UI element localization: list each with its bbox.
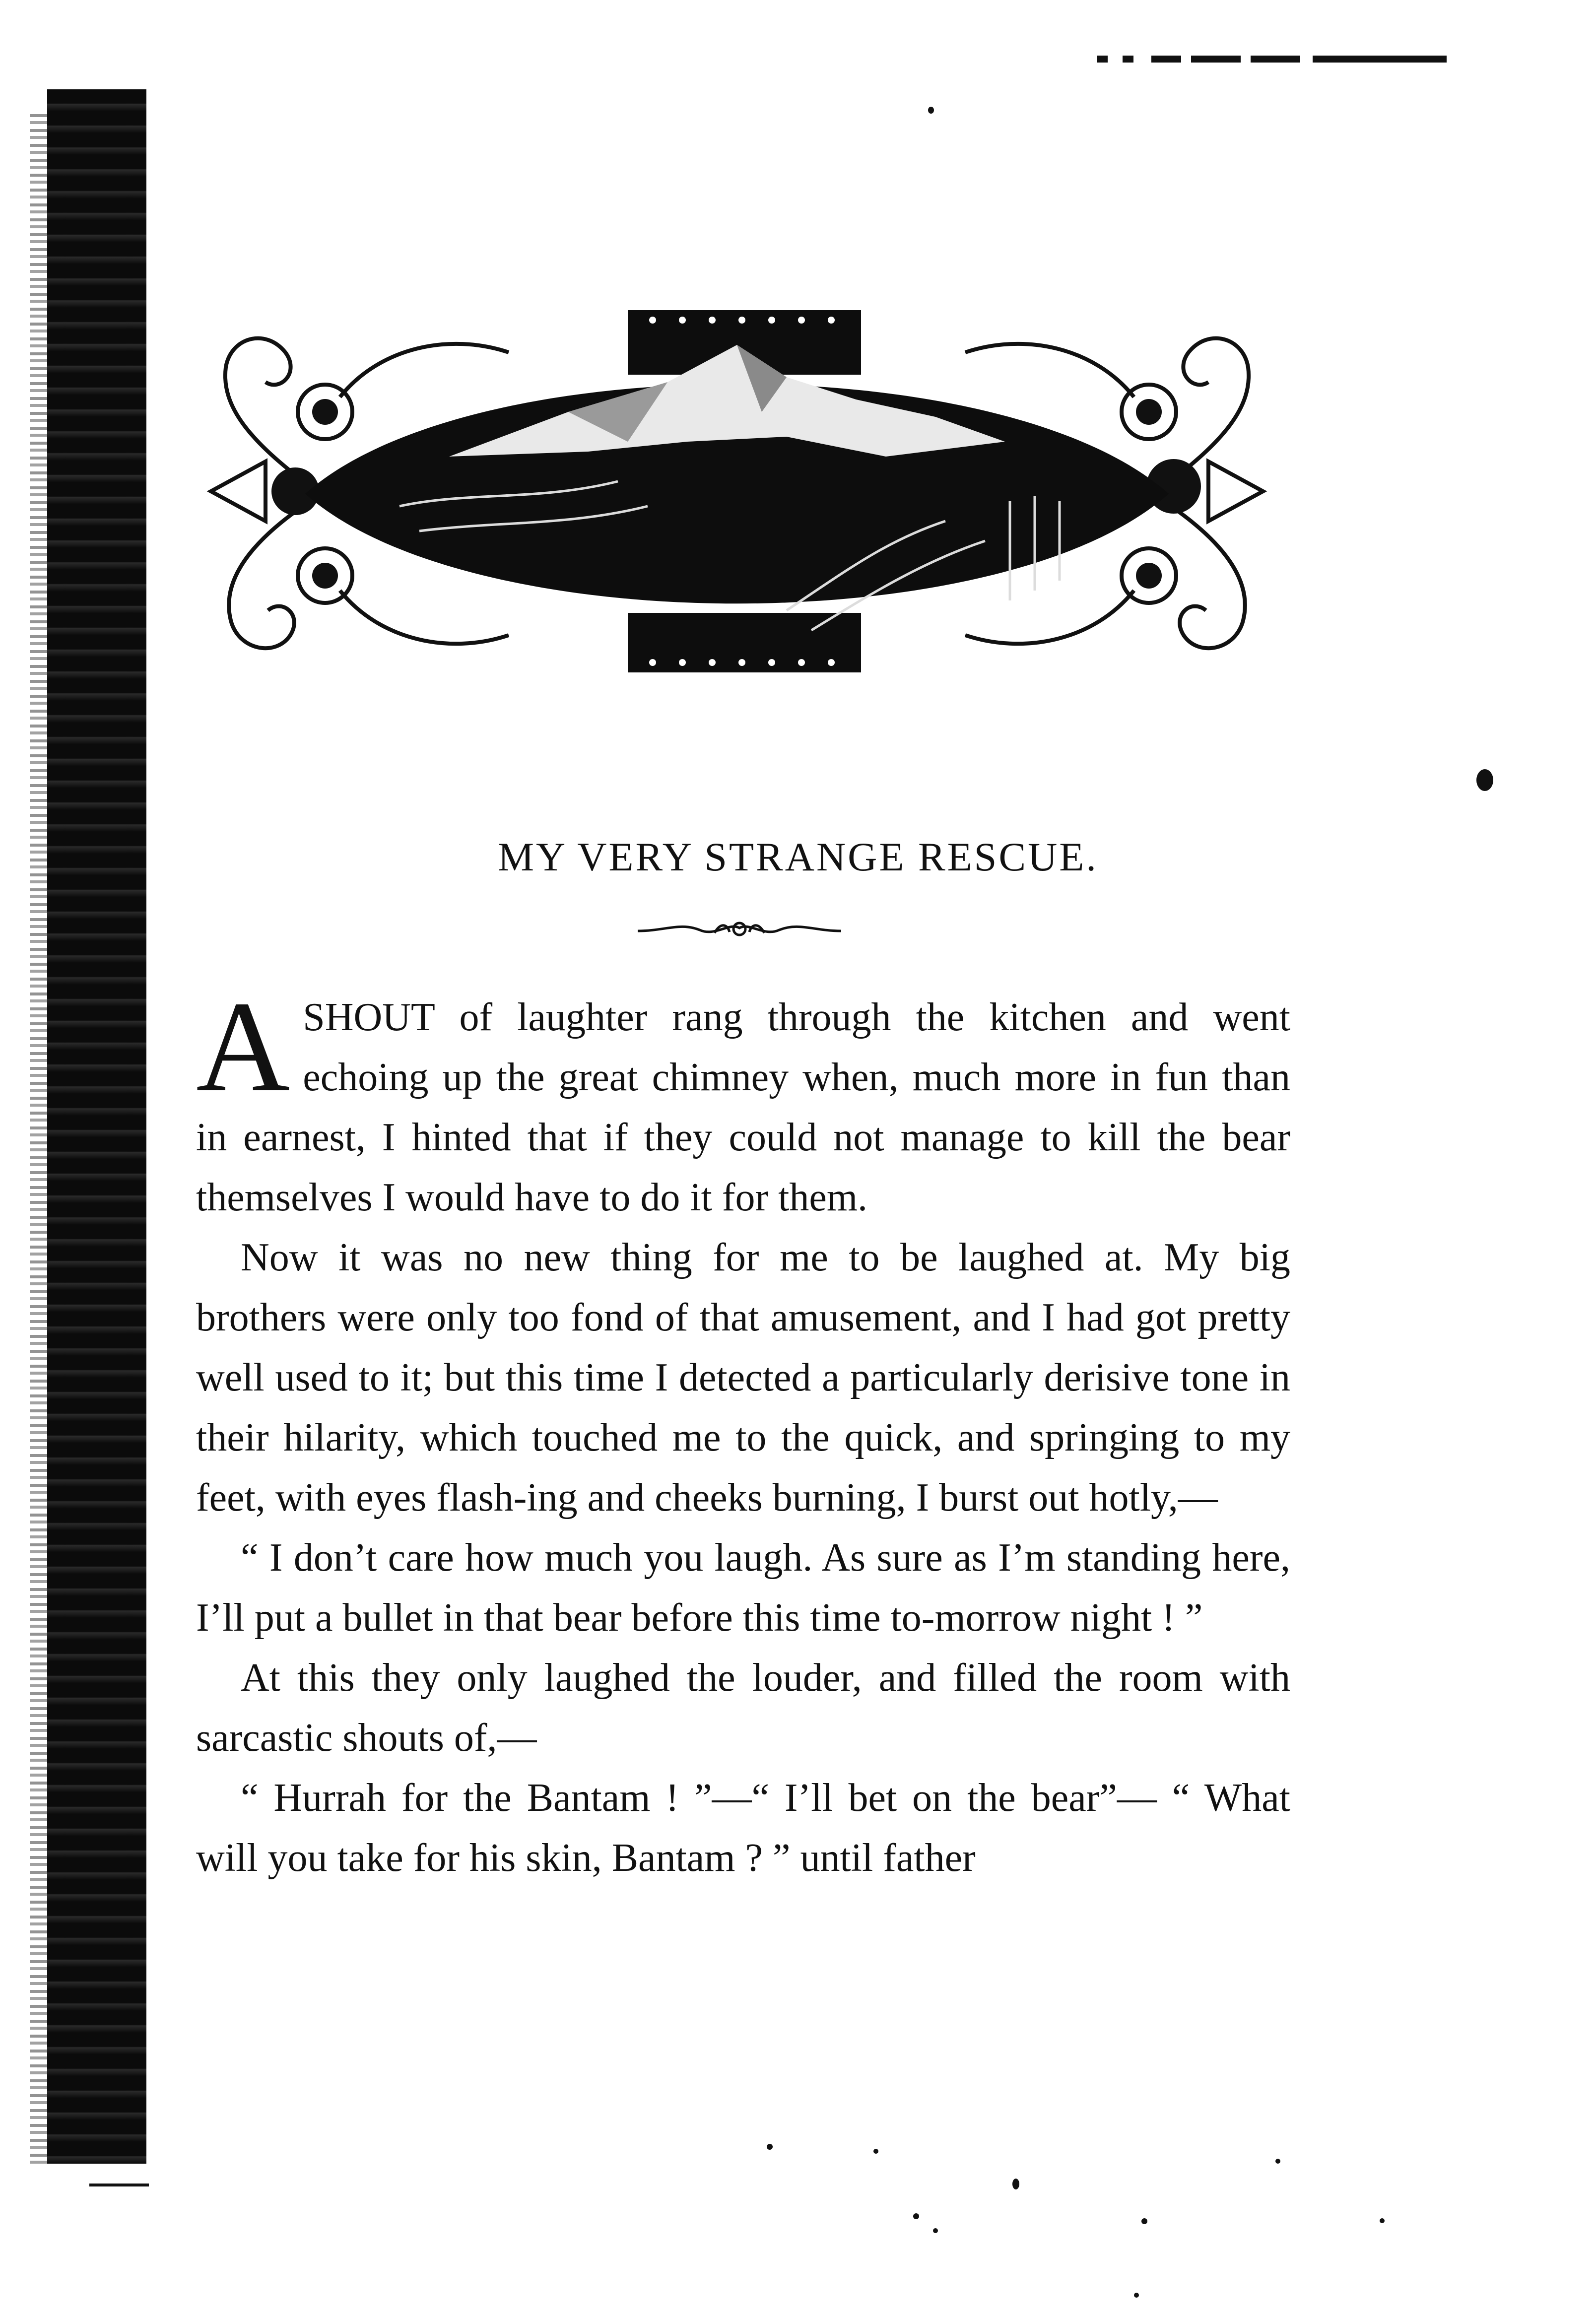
scan-speck — [1141, 2218, 1147, 2224]
scan-speck — [933, 2228, 938, 2233]
chapter-title: MY VERY STRANGE RESCUE. — [498, 834, 1098, 879]
paragraph: At this they only laughed the louder, and filled the room with sarcastic shouts of,— — [196, 1656, 1290, 1760]
paragraph — [196, 975, 1290, 1228]
paragraph: “ Hurrah for the Bantam ! ”—“ I’ll bet on the bear”— “ What will you take for his skin, Bantam ? ” until father — [196, 1776, 1290, 1880]
scan-speck — [928, 107, 934, 114]
binding-rule — [89, 2184, 149, 2186]
scan-speck — [1380, 2218, 1385, 2223]
body-text — [196, 975, 1290, 1888]
floral-scroll-flourish-icon — [635, 917, 844, 942]
scan-speck — [767, 2144, 773, 2150]
drop-cap: A — [196, 975, 290, 1119]
paragraph: Now it was no new thing for me to be laughed at. My big brothers were only too fond of that amusement, and I had got pretty well used to it; but this time I detected a particularly derisive tone in their hilarity, which touched me to the quick, and springing to my feet, with eyes flash-ing and cheeks burning, I burst out hotly,— — [196, 1236, 1290, 1520]
paragraph: “ I don’t care how much you laugh. As sure as I’m standing here, I’ll put a bullet in that bear before this time to-morrow night ! ” — [196, 1536, 1290, 1640]
top-rule-segment — [1313, 56, 1447, 63]
scan-speck — [1134, 2293, 1139, 2298]
scan-speck — [913, 2213, 919, 2219]
top-rule-segment — [1123, 56, 1133, 63]
paragraph-text: SHOUT of laughter rang through the kitchen and went echoing up the great chimney when, much more in fun than in earnest, I hinted that if they could not manage to kill the bear themselves I would have to do it for them. — [196, 995, 1290, 1219]
top-rule-segment — [1097, 56, 1108, 63]
scan-speck — [873, 2149, 878, 2154]
mountain-landscape-vignette-icon — [191, 293, 1283, 690]
scan-speck — [1476, 769, 1493, 791]
top-rule-segment — [1151, 56, 1181, 63]
scan-speck — [1275, 2159, 1280, 2164]
scan-speck — [1012, 2179, 1019, 2189]
top-rule-segment — [1191, 56, 1241, 63]
top-rule-segment — [1251, 56, 1300, 63]
page-binding-edge — [47, 89, 146, 2164]
